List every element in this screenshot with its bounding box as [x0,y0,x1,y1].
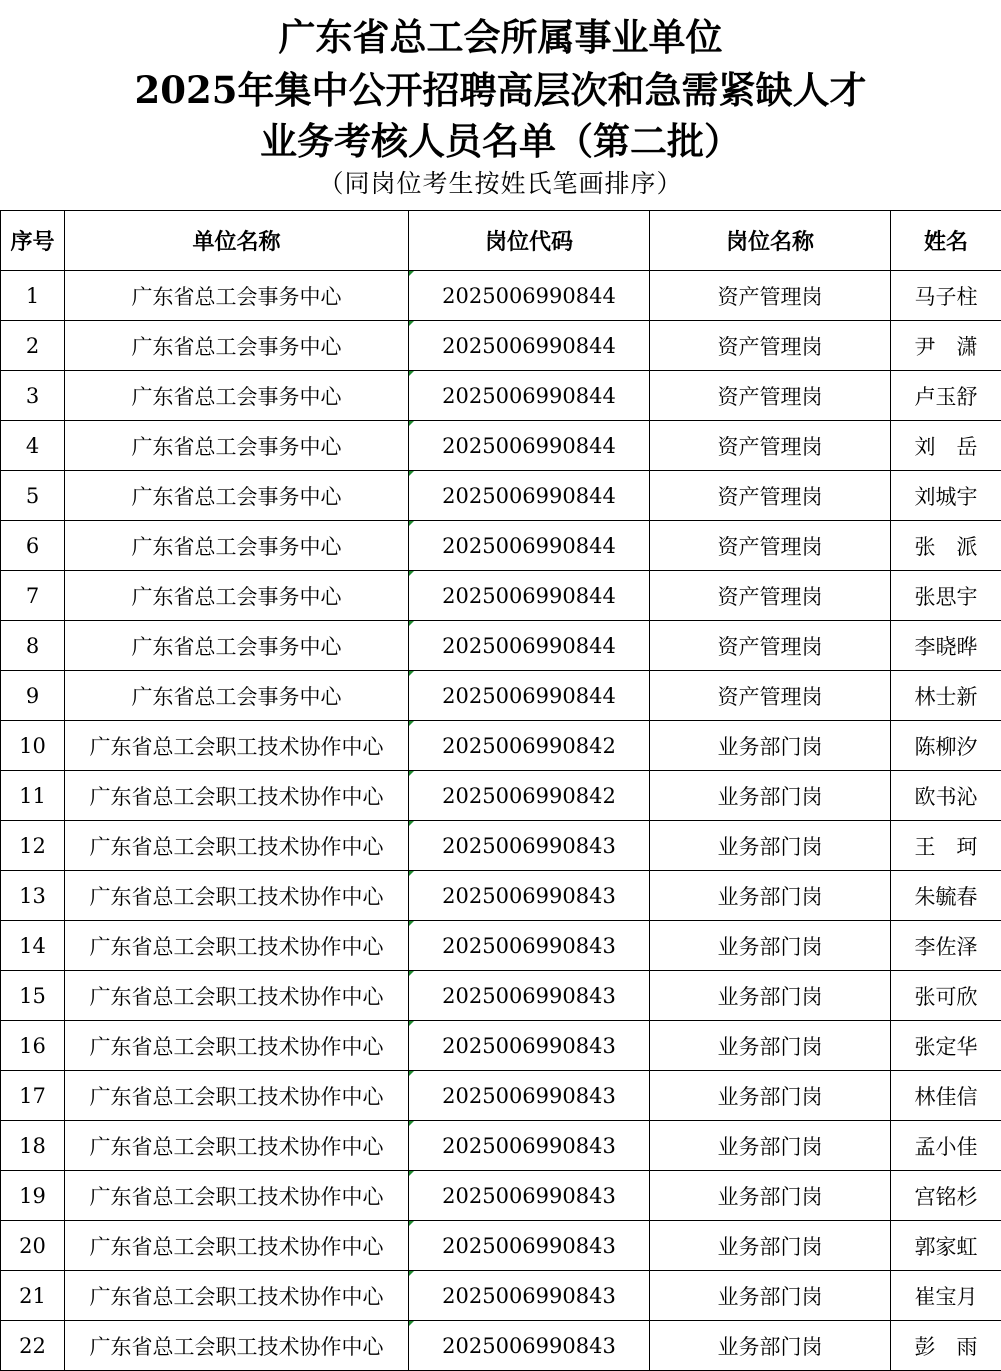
sort-note: （同岗位考生按姓氏笔画排序） [318,169,683,198]
cell-unit: 广东省总工会事务中心 [65,421,409,471]
cell-name: 李晓晔 [891,621,1001,671]
cell-position: 业务部门岗 [650,1271,891,1321]
table-row [1,1071,1001,1121]
cell-code: 2025006990842 [409,721,650,771]
cell-unit: 广东省总工会职工技术协作中心 [65,1071,409,1121]
cell-name: 张定华 [891,1021,1001,1071]
cell-name: 张 派 [891,521,1001,571]
cell-position: 业务部门岗 [650,721,891,771]
cell-position: 资产管理岗 [650,371,891,421]
cell-seq: 7 [1,571,65,621]
cell-seq: 10 [1,721,65,771]
cell-code: 2025006990844 [409,271,650,321]
cell-code: 2025006990844 [409,471,650,521]
cell-name: 宫铭杉 [891,1171,1001,1221]
table-row [1,671,1001,721]
table-row [1,321,1001,371]
cell-position: 资产管理岗 [650,621,891,671]
cell-position: 资产管理岗 [650,271,891,321]
table-row [1,1271,1001,1321]
cell-code: 2025006990843 [409,1021,650,1071]
cell-position: 业务部门岗 [650,1021,891,1071]
cell-position: 资产管理岗 [650,321,891,371]
cell-seq: 8 [1,621,65,671]
cell-position: 业务部门岗 [650,1321,891,1371]
cell-seq: 5 [1,471,65,521]
cell-name: 张思宇 [891,571,1001,621]
table-row [1,521,1001,571]
cell-seq: 18 [1,1121,65,1171]
cell-name: 王 珂 [891,821,1001,871]
cell-code: 2025006990843 [409,871,650,921]
table-row [1,721,1001,771]
cell-unit: 广东省总工会事务中心 [65,371,409,421]
cell-code: 2025006990843 [409,821,650,871]
cell-code: 2025006990844 [409,421,650,471]
cell-code: 2025006990844 [409,371,650,421]
cell-code: 2025006990843 [409,1321,650,1371]
table-row [1,921,1001,971]
cell-seq: 1 [1,271,65,321]
cell-name: 尹 潇 [891,321,1001,371]
cell-name: 彭 雨 [891,1321,1001,1371]
cell-unit: 广东省总工会职工技术协作中心 [65,871,409,921]
cell-position: 资产管理岗 [650,521,891,571]
cell-code: 2025006990844 [409,671,650,721]
table-row [1,1021,1001,1071]
table-row [1,471,1001,521]
cell-name: 张可欣 [891,971,1001,1021]
cell-unit: 广东省总工会职工技术协作中心 [65,1221,409,1271]
cell-code: 2025006990842 [409,771,650,821]
cell-unit: 广东省总工会事务中心 [65,471,409,521]
cell-code: 2025006990843 [409,1171,650,1221]
cell-name: 林士新 [891,671,1001,721]
table-row [1,1171,1001,1221]
cell-unit: 广东省总工会职工技术协作中心 [65,921,409,971]
cell-unit: 广东省总工会事务中心 [65,571,409,621]
table-row [1,871,1001,921]
cell-code: 2025006990844 [409,621,650,671]
cell-seq: 20 [1,1221,65,1271]
cell-name: 欧书沁 [891,771,1001,821]
table-row [1,821,1001,871]
cell-position: 业务部门岗 [650,871,891,921]
header-position: 岗位名称 [650,211,891,271]
cell-unit: 广东省总工会职工技术协作中心 [65,821,409,871]
cell-position: 资产管理岗 [650,471,891,521]
cell-unit: 广东省总工会事务中心 [65,321,409,371]
cell-unit: 广东省总工会职工技术协作中心 [65,971,409,1021]
cell-unit: 广东省总工会事务中心 [65,621,409,671]
header-name: 姓名 [891,211,1001,271]
cell-position: 业务部门岗 [650,771,891,821]
cell-name: 陈柳汐 [891,721,1001,771]
cell-seq: 16 [1,1021,65,1071]
cell-position: 资产管理岗 [650,671,891,721]
cell-unit: 广东省总工会事务中心 [65,521,409,571]
cell-code: 2025006990843 [409,1271,650,1321]
cell-position: 业务部门岗 [650,971,891,1021]
cell-name: 卢玉舒 [891,371,1001,421]
cell-code: 2025006990843 [409,921,650,971]
cell-unit: 广东省总工会职工技术协作中心 [65,721,409,771]
cell-seq: 12 [1,821,65,871]
table-row [1,421,1001,471]
cell-name: 马子柱 [891,271,1001,321]
cell-name: 崔宝月 [891,1271,1001,1321]
table-row [1,1121,1001,1171]
cell-position: 资产管理岗 [650,421,891,471]
candidate-table [0,210,1001,1371]
title-line-3: 业务考核人员名单（第二批） [260,119,741,163]
header-unit: 单位名称 [65,211,409,271]
cell-seq: 22 [1,1321,65,1371]
table-row [1,271,1001,321]
table-row [1,371,1001,421]
cell-name: 林佳信 [891,1071,1001,1121]
document-header [0,0,1001,210]
cell-code: 2025006990844 [409,321,650,371]
cell-name: 李佐泽 [891,921,1001,971]
table-row [1,771,1001,821]
cell-code: 2025006990844 [409,521,650,571]
table-row [1,1221,1001,1271]
cell-code: 2025006990844 [409,571,650,621]
cell-unit: 广东省总工会职工技术协作中心 [65,1271,409,1321]
cell-name: 朱毓春 [891,871,1001,921]
cell-position: 业务部门岗 [650,1071,891,1121]
title-line-2: 2025年集中公开招聘高层次和急需紧缺人才 [134,68,867,112]
cell-seq: 6 [1,521,65,571]
cell-name: 孟小佳 [891,1121,1001,1171]
cell-name: 刘 岳 [891,421,1001,471]
cell-unit: 广东省总工会职工技术协作中心 [65,1171,409,1221]
title-line-1: 广东省总工会所属事业单位 [278,15,723,59]
cell-code: 2025006990843 [409,971,650,1021]
cell-position: 业务部门岗 [650,1221,891,1271]
table-row [1,621,1001,671]
cell-position: 业务部门岗 [650,921,891,971]
cell-seq: 2 [1,321,65,371]
cell-seq: 21 [1,1271,65,1321]
cell-name: 郭家虹 [891,1221,1001,1271]
table-row [1,971,1001,1021]
cell-unit: 广东省总工会事务中心 [65,671,409,721]
table-header-row [1,211,1001,271]
cell-code: 2025006990843 [409,1121,650,1171]
cell-position: 资产管理岗 [650,571,891,621]
table-row [1,1321,1001,1371]
cell-name: 刘城宇 [891,471,1001,521]
cell-seq: 3 [1,371,65,421]
cell-position: 业务部门岗 [650,1121,891,1171]
cell-seq: 4 [1,421,65,471]
cell-seq: 19 [1,1171,65,1221]
cell-unit: 广东省总工会职工技术协作中心 [65,771,409,821]
cell-unit: 广东省总工会事务中心 [65,271,409,321]
cell-position: 业务部门岗 [650,821,891,871]
cell-code: 2025006990843 [409,1071,650,1121]
cell-seq: 14 [1,921,65,971]
table-row [1,571,1001,621]
cell-seq: 9 [1,671,65,721]
cell-code: 2025006990843 [409,1221,650,1271]
cell-unit: 广东省总工会职工技术协作中心 [65,1321,409,1371]
cell-seq: 15 [1,971,65,1021]
cell-seq: 17 [1,1071,65,1121]
cell-position: 业务部门岗 [650,1171,891,1221]
cell-seq: 13 [1,871,65,921]
cell-seq: 11 [1,771,65,821]
header-seq: 序号 [1,211,65,271]
cell-unit: 广东省总工会职工技术协作中心 [65,1121,409,1171]
header-code: 岗位代码 [409,211,650,271]
cell-unit: 广东省总工会职工技术协作中心 [65,1021,409,1071]
